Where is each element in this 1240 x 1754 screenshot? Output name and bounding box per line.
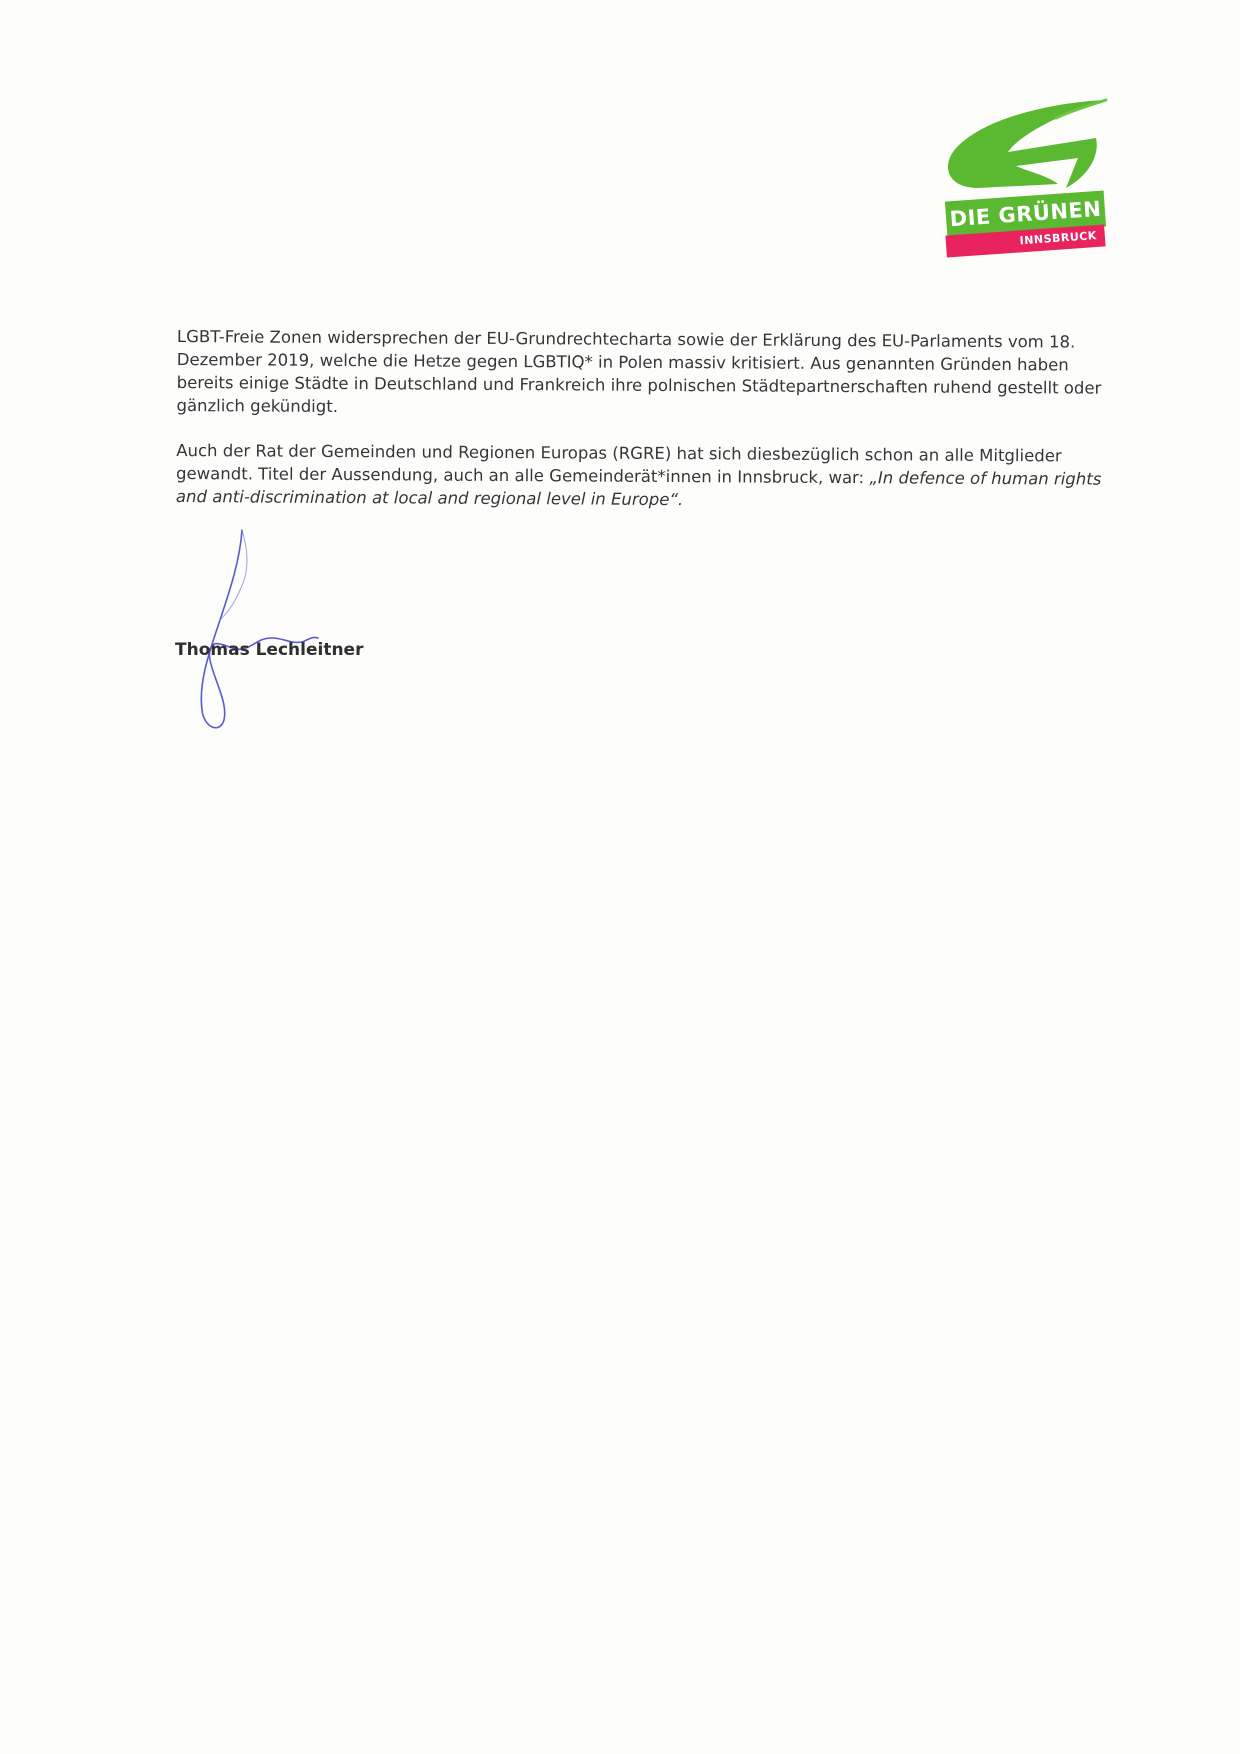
letter-body: [176, 325, 1107, 536]
gruene-innsbruck-logo: [938, 96, 1108, 264]
handwritten-signature: [190, 520, 370, 740]
paragraph-2: [176, 439, 1106, 514]
paragraph-2-text: Auch der Rat der Gemeinden und Regionen Europas (RGRE) hat sich diesbezüglich schon an alle Mitglieder gewandt. Titel der Aussendung, auch an alle Gemeinderät*innen in Innsbruck, war:: [176, 440, 1062, 488]
signer-name: Thomas Lechleitner: [175, 640, 364, 660]
logo-wordmark: DIE GRÜNEN: [945, 190, 1106, 237]
paragraph-1: LGBT-Freie Zonen widersprechen der EU-Grundrechtecharta sowie der Erklärung des EU-Parlaments vom 18. Dezember 2019, welche die Hetze gegen LGBTIQ* in Polen massiv kritisiert. Aus genannten Gründen haben bereits einige Städte in Deutschland und Frankreich ihre polnischen Städtepartnerschaften ruhend gestellt oder gänzlich gekündigt.: [176, 326, 1102, 416]
paragraph-2-quote: „In defence of human rights and anti-discrimination at local and regional level in Europe“.: [175, 468, 1102, 510]
logo-city: INNSBRUCK: [945, 224, 1105, 257]
